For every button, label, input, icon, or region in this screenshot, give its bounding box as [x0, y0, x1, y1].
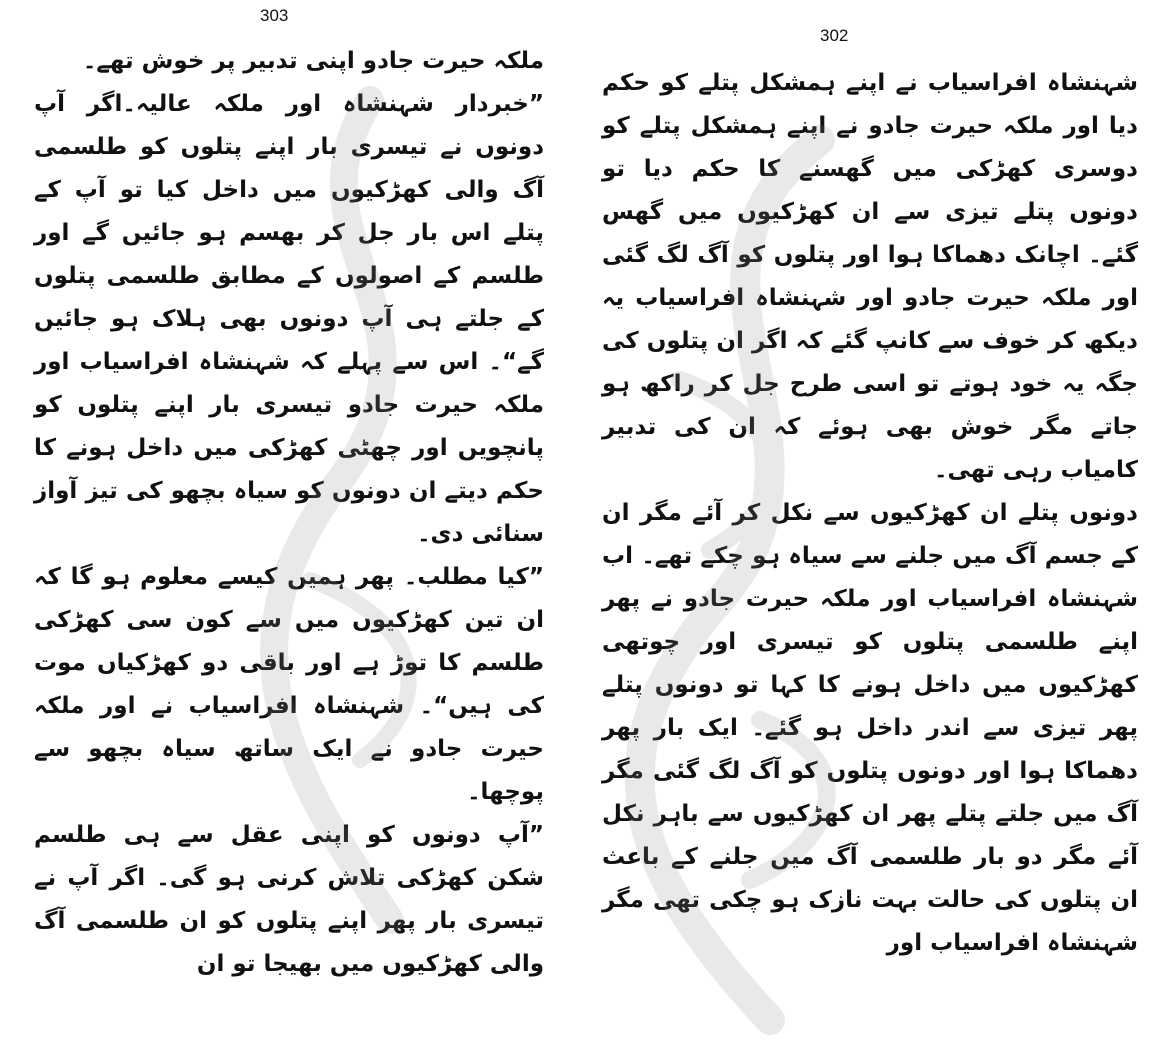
left-paragraph-4: ”آپ دونوں کو اپنی عقل سے ہی طلسم شکن کھڑکی تلاش کرنی ہو گی۔ اگر آپ نے تیسری بار پھر اپنے پتلوں کو ان طلسمی آگ والی کھڑکیوں میں بھیجا تو ان — [34, 822, 544, 977]
left-page — [0, 0, 584, 986]
right-page — [584, 0, 1168, 986]
right-paragraph-2: دونوں پتلے ان کھڑکیوں سے نکل کر آئے مگر ان کے جسم آگ میں جلنے سے سیاہ ہو چکے تھے۔ اب شہنشاہ افراسیاب اور ملکہ حیرت جادو نے پھر اپنے طلسمی پتلوں کو تیسری اور چوتھی کھڑکیوں میں داخل ہونے کا کہا تو دونوں پتلے پھر تیزی سے اندر داخل ہو گئے۔ ایک بار پھر دھماکا ہوا اور دونوں پتلوں کو آگ لگ گئی مگر آگ میں جلتے پتلے پھر ان کھڑکیوں سے باہر نکل آئے مگر دو بار طلسمی آگ میں جلنے کے باعث ان پتلوں کی حالت بہت نازک ہو چکی تھی مگر شہنشاہ افراسیاب اور — [602, 500, 1138, 956]
right-page-text — [602, 62, 1138, 965]
page-number-right: 302 — [820, 26, 849, 45]
left-page-text — [34, 40, 544, 986]
left-paragraph-3: ”کیا مطلب۔ پھر ہمیں کیسے معلوم ہو گا کہ ان تین کھڑکیوں میں سے کون سی کھڑکی طلسم کا توڑ ہے اور باقی دو کھڑکیاں موت کی ہیں“۔ شہنشاہ افراسیاب نے اور ملکہ حیرت جادو نے ایک ساتھ سیاہ بچھو سے پوچھا۔ — [34, 564, 544, 805]
right-paragraph-1: شہنشاہ افراسیاب نے اپنے ہمشکل پتلے کو حکم دیا اور ملکہ حیرت جادو نے اپنے ہمشکل پتلے کو دوسری کھڑکی میں گھسنے کا حکم دیا تو دونوں پتلے تیزی سے ان کھڑکیوں میں گھس گئے۔ اچانک دھماکا ہوا اور پتلوں کو آگ لگ گئی اور ملکہ حیرت جادو اور شہنشاہ افراسیاب یہ دیکھ کر خوف سے کانپ گئے کہ اگر ان پتلوں کی جگہ یہ خود ہوتے تو اسی طرح جل کر راکھ ہو جاتے مگر خوش بھی ہوئے کہ ان کی تدبیر کامیاب رہی تھی۔ — [602, 70, 1138, 483]
page-number-left: 303 — [260, 6, 289, 25]
left-paragraph-1: ملکہ حیرت جادو اپنی تدبیر پر خوش تھے۔ — [82, 48, 544, 74]
left-paragraph-2: ”خبردار شہنشاہ اور ملکہ عالیہ۔اگر آپ دونوں نے تیسری بار اپنے پتلوں کو طلسمی آگ والی کھڑکیوں میں داخل کیا تو آپ کے پتلے اس بار جل کر بھسم ہو جائیں گے اور طلسم کے اصولوں کے مطابق طلسمی پتلوں کے جلتے ہی آپ دونوں بھی ہلاک ہو جائیں گے“۔ اس سے پہلے کہ شہنشاہ افراسیاب اور ملکہ حیرت جادو تیسری بار اپنے پتلوں کو پانچویں اور چھٹی کھڑکی میں داخل ہونے کا حکم دیتے ان دونوں کو سیاہ بچھو کی تیز آواز سنائی دی۔ — [34, 91, 544, 547]
